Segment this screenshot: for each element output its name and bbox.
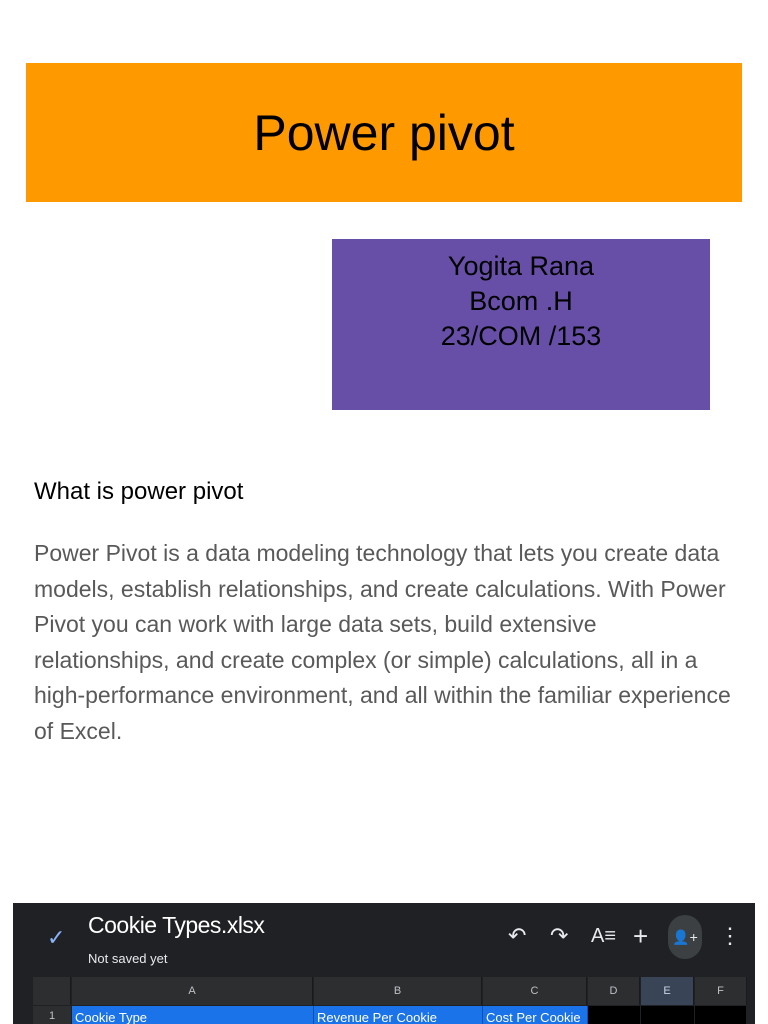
more-options-icon: ⋮ (719, 923, 741, 948)
text-format-icon: A≡ (591, 925, 617, 947)
column-header: D (588, 977, 640, 1005)
table-cell: Cookie Type (72, 1006, 314, 1024)
file-name: Cookie Types.xlsx (88, 912, 265, 938)
column-header: F (695, 977, 747, 1005)
select-all-corner (33, 977, 71, 1005)
column-header-row (13, 977, 755, 1005)
redo-icon: ↷ (550, 923, 569, 948)
section-heading: What is power pivot (34, 478, 244, 505)
undo-icon: ↶ (508, 923, 527, 948)
title-banner (26, 63, 742, 202)
page-title: Power pivot (253, 104, 515, 161)
column-header: E (641, 977, 694, 1005)
table-cell: Cost Per Cookie (483, 1006, 588, 1024)
share-icon: 👤+ (668, 915, 702, 959)
author-box (332, 239, 710, 410)
row-number: 1 (33, 1006, 71, 1024)
column-header: B (314, 977, 482, 1005)
table-row (13, 1006, 755, 1024)
column-header: A (72, 977, 313, 1005)
table-cell: Revenue Per Cookie (314, 1006, 483, 1024)
author-course: Bcom .H (469, 286, 573, 316)
table-cell (695, 1006, 747, 1024)
column-header: C (483, 977, 587, 1005)
section-body: Power Pivot is a data modeling technology that lets you create data models, establish relationships, and create calculations. With Power Pivot you can work with large data sets, build extensive relationships, and create complex (or simple) calculations, all in a high-performance environment, and all within the familiar experience of Excel. (34, 540, 731, 744)
table-cell (588, 1006, 641, 1024)
check-icon: ✓ (47, 925, 66, 950)
author-roll: 23/COM /153 (440, 321, 602, 351)
table-cell (641, 1006, 695, 1024)
author-name: Yogita Rana (447, 251, 595, 281)
add-icon: + (633, 921, 649, 951)
save-status: Not saved yet (88, 951, 168, 966)
spreadsheet-screenshot (13, 903, 755, 1024)
